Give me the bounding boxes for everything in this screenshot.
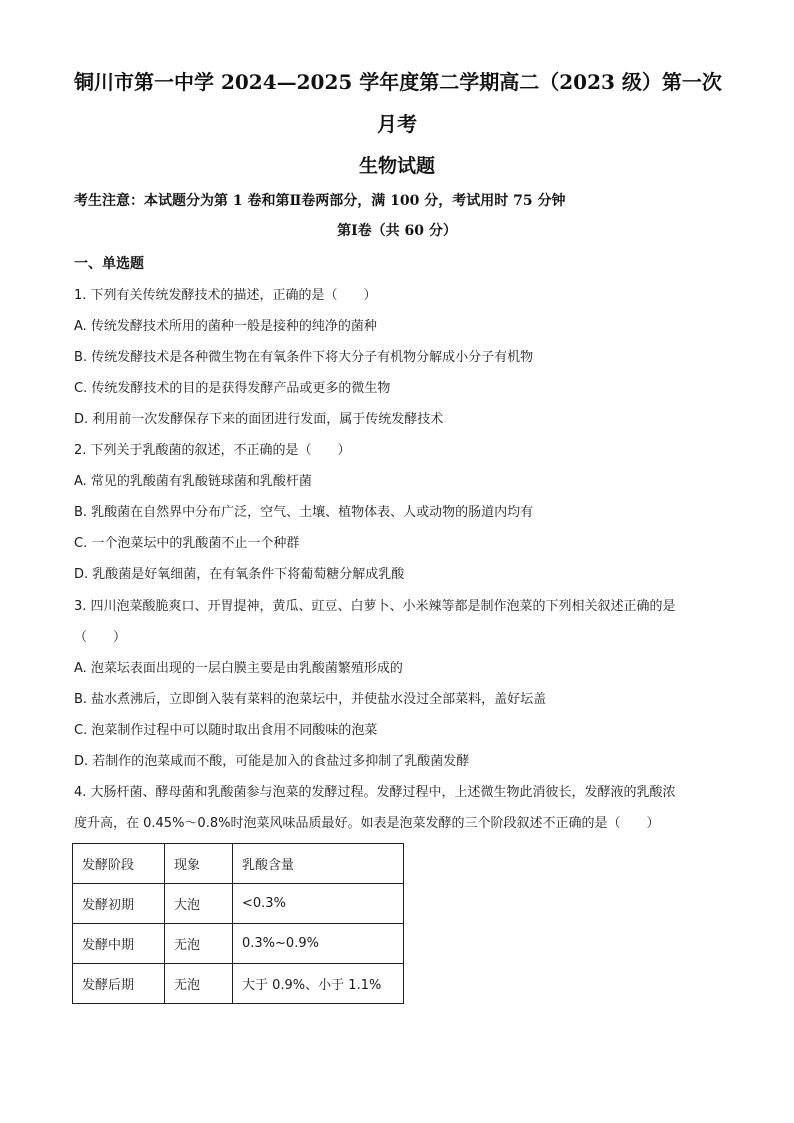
table-header-cell: 现象 <box>165 844 233 884</box>
table-row <box>73 884 404 924</box>
table-cell: 发酵初期 <box>73 884 165 924</box>
question-1-option-a: A. 传统发酵技术所用的菌种一般是接种的纯净的菌种 <box>74 319 377 334</box>
table-cell: 无泡 <box>165 964 233 1004</box>
question-3-option-b: B. 盐水煮沸后，立即倒入装有菜料的泡菜坛中，并使盐水没过全部菜料，盖好坛盖 <box>74 692 547 707</box>
question-3-option-a: A. 泡菜坛表面出现的一层白膜主要是由乳酸菌繁殖形成的 <box>74 661 403 676</box>
question-3-option-c: C. 泡菜制作过程中可以随时取出食用不同酸味的泡菜 <box>74 723 378 738</box>
table-cell: 0.3%~0.9% <box>233 924 404 964</box>
table-header-cell: 乳酸含量 <box>233 844 404 884</box>
table-cell: 大于 0.9%、小于 1.1% <box>233 964 404 1004</box>
subject-title: 生物试题 <box>358 155 435 177</box>
table-row <box>73 964 404 1004</box>
section-heading: 一、单选题 <box>74 256 144 272</box>
question-2-option-d: D. 乳酸菌是好氧细菌，在有氧条件下将葡萄糖分解成乳酸 <box>74 567 405 582</box>
question-3-stem: 3. 四川泡菜酸脆爽口、开胃提神，黄瓜、豇豆、白萝卜、小米辣等都是制作泡菜的下列相关叙述正确的是 <box>74 599 676 614</box>
table-header-cell: 发酵阶段 <box>73 844 165 884</box>
question-2-option-b: B. 乳酸菌在自然界中分布广泛，空气、土壤、植物体表、人或动物的肠道内均有 <box>74 505 534 520</box>
question-2-option-c: C. 一个泡菜坛中的乳酸菌不止一个种群 <box>74 536 300 551</box>
question-1-stem: 1. 下列有关传统发酵技术的描述，正确的是（ ） <box>74 288 377 303</box>
table-row <box>73 924 404 964</box>
exam-title-continued: 月考 <box>377 112 417 136</box>
table-cell: 大泡 <box>165 884 233 924</box>
question-4-stem-continued: 度升高，在 0.45%～0.8%时泡菜风味品质最好。如表是泡菜发酵的三个阶段叙述不正确的是（ ） <box>74 816 660 831</box>
fermentation-stage-table <box>72 843 404 1004</box>
table-cell: <0.3% <box>233 884 404 924</box>
question-2-stem: 2. 下列关于乳酸菌的叙述，不正确的是（ ） <box>74 443 351 458</box>
question-3-stem-continued: （ ） <box>74 630 127 645</box>
table-cell: 发酵后期 <box>73 964 165 1004</box>
exam-title: 铜川市第一中学 2024—2025 学年度第二学期高二（2023 级）第一次 <box>74 70 722 94</box>
question-1-option-d: D. 利用前一次发酵保存下来的面团进行发面，属于传统发酵技术 <box>74 412 444 427</box>
volume-heading: 第Ⅰ卷（共 60 分） <box>337 223 457 239</box>
question-1-option-b: B. 传统发酵技术是各种微生物在有氧条件下将大分子有机物分解成小分子有机物 <box>74 350 534 365</box>
candidate-notice: 考生注意：本试题分为第 1 卷和第Ⅱ卷两部分，满 100 分，考试用时 75 分钟 <box>74 193 566 209</box>
question-4-stem: 4. 大肠杆菌、酵母菌和乳酸菌参与泡菜的发酵过程。发酵过程中，上述微生物此消彼长，发酵液的乳酸浓 <box>74 785 676 800</box>
question-2-option-a: A. 常见的乳酸菌有乳酸链球菌和乳酸杆菌 <box>74 474 312 489</box>
table-cell: 发酵中期 <box>73 924 165 964</box>
table-cell: 无泡 <box>165 924 233 964</box>
question-3-option-d: D. 若制作的泡菜咸而不酸，可能是加入的食盐过多抑制了乳酸菌发酵 <box>74 754 470 769</box>
table-header-row <box>73 844 404 884</box>
question-1-option-c: C. 传统发酵技术的目的是获得发酵产品或更多的微生物 <box>74 381 391 396</box>
